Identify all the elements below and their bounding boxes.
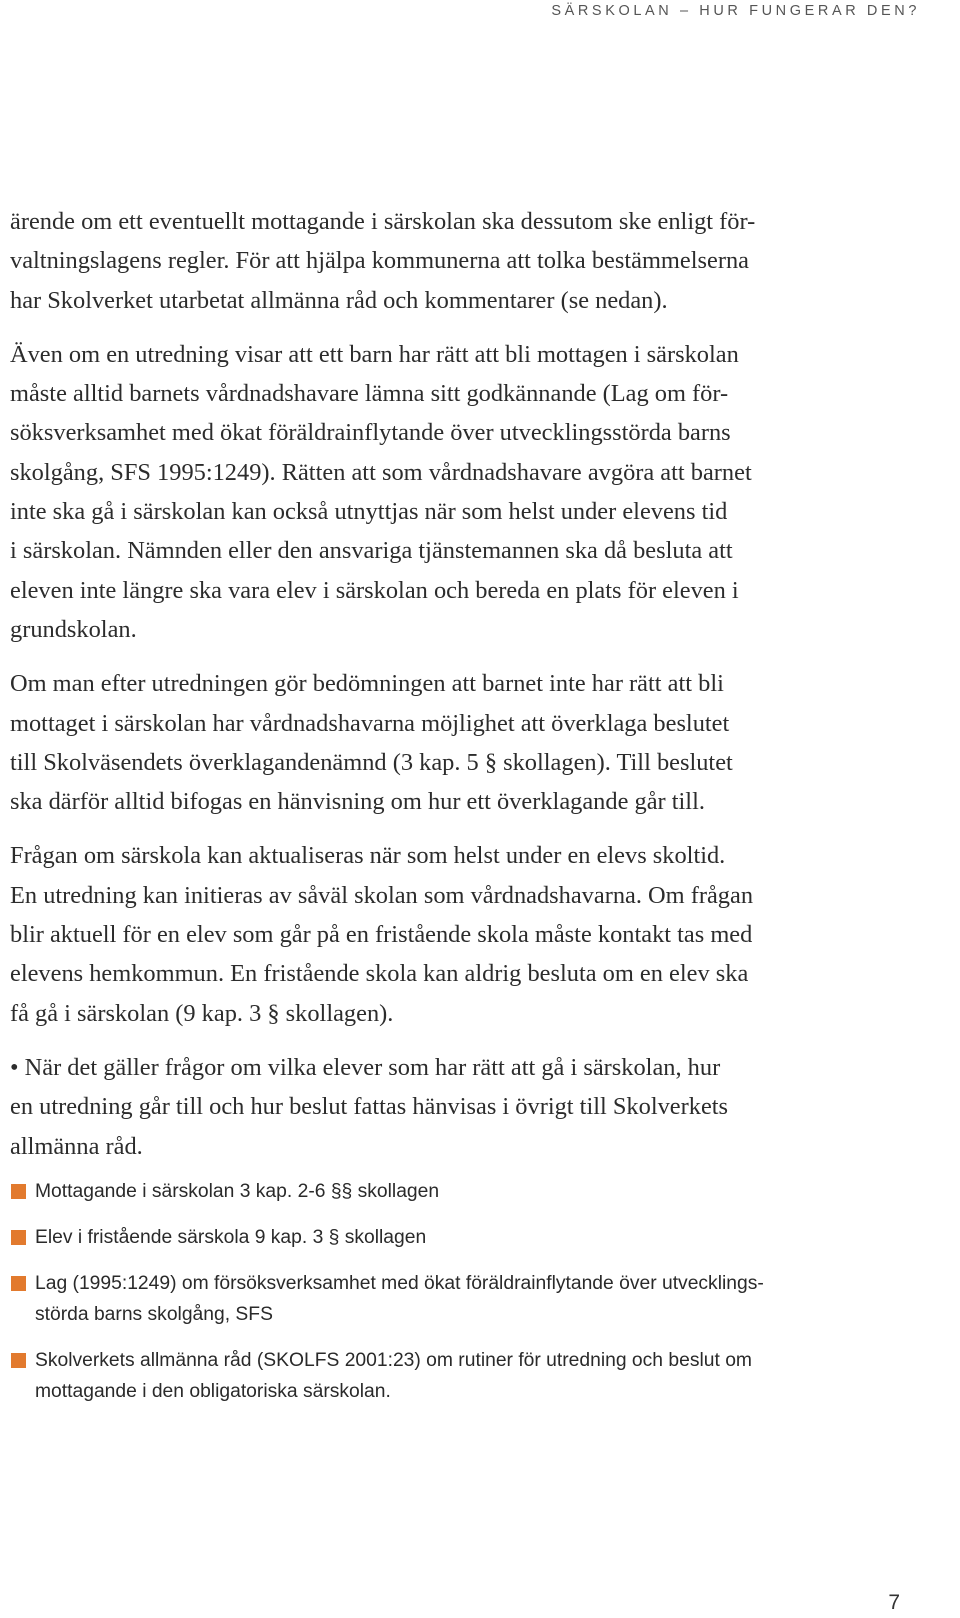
reference-item bbox=[10, 1176, 940, 1207]
text-line: till Skolväsendets överklagandenämnd (3 kap. 5 § skollagen). Till beslutet bbox=[10, 748, 733, 776]
text-line: i särskolan. Nämnden eller den ansvariga tjänstemannen ska då besluta att bbox=[10, 537, 733, 565]
reference-item bbox=[10, 1268, 940, 1330]
reference-text: Mottagande i särskolan 3 kap. 2-6 §§ skollagen bbox=[35, 1181, 440, 1202]
running-header: SÄRSKOLAN – HUR FUNGERAR DEN? bbox=[551, 3, 920, 19]
text-line: Även om en utredning visar att ett barn har rätt att bli mottagen i särskolan bbox=[10, 340, 739, 368]
reference-item bbox=[10, 1345, 940, 1407]
reference-text: Skolverkets allmänna råd (SKOLFS 2001:23) om rutiner för utredning och beslut om bbox=[35, 1350, 752, 1371]
page-number: 7 bbox=[888, 1591, 900, 1614]
orange-square-icon bbox=[11, 1276, 26, 1291]
reference-text: mottagande i den obligatoriska särskolan. bbox=[35, 1381, 391, 1402]
text-line: elevens hemkommun. En fristående skola kan aldrig besluta om en elev ska bbox=[10, 960, 749, 988]
paragraph bbox=[10, 202, 945, 320]
text-line: Om man efter utredningen gör bedömningen att barnet inte har rätt att bli bbox=[10, 670, 724, 698]
text-line: mottaget i särskolan har vårdnadshavarna möjlighet att överklaga beslutet bbox=[10, 709, 730, 737]
text-line: allmänna råd. bbox=[10, 1132, 143, 1160]
reference-text: Lag (1995:1249) om försöksverksamhet med ökat föräldrainflytande över utvecklings- bbox=[35, 1273, 764, 1294]
text-line: valtningslagens regler. För att hjälpa kommunerna att tolka bestämmelserna bbox=[10, 247, 749, 275]
orange-square-icon bbox=[11, 1184, 26, 1199]
text-line: inte ska gå i särskolan kan också utnyttjas när som helst under elevens tid bbox=[10, 498, 728, 526]
reference-list bbox=[10, 1176, 940, 1422]
text-line: grundskolan. bbox=[10, 615, 137, 643]
reference-text: störda barns skolgång, SFS bbox=[35, 1304, 273, 1325]
text-line: Frågan om särskola kan aktualiseras när som helst under en elevs skoltid. bbox=[10, 842, 726, 870]
paragraph bbox=[10, 335, 945, 649]
text-line: måste alltid barnets vårdnadshavare lämna sitt godkännande (Lag om för- bbox=[10, 380, 729, 408]
text-line: blir aktuell för en elev som går på en fristående skola måste kontakt tas med bbox=[10, 921, 753, 949]
reference-item bbox=[10, 1222, 940, 1253]
text-line: har Skolverket utarbetat allmänna råd och kommentarer (se nedan). bbox=[10, 286, 668, 314]
text-line: en utredning går till och hur beslut fattas hänvisas i övrigt till Skolverkets bbox=[10, 1093, 729, 1121]
text-line: skolgång, SFS 1995:1249). Rätten att som vårdnadshavare avgöra att barnet bbox=[10, 458, 752, 486]
orange-square-icon bbox=[11, 1353, 26, 1368]
text-line: ska därför alltid bifogas en hänvisning om hur ett överklagande går till. bbox=[10, 788, 705, 816]
paragraph bbox=[10, 836, 945, 1032]
text-line: En utredning kan initieras av såväl skolan som vårdnadshavarna. Om frågan bbox=[10, 881, 754, 909]
paragraph bbox=[10, 664, 945, 821]
orange-square-icon bbox=[11, 1230, 26, 1245]
text-line: ärende om ett eventuellt mottagande i särskolan ska dessutom ske enligt för- bbox=[10, 208, 756, 235]
text-line: eleven inte längre ska vara elev i särskolan och bereda en plats för eleven i bbox=[10, 576, 739, 604]
reference-text: Elev i fristående särskola 9 kap. 3 § skollagen bbox=[35, 1227, 427, 1248]
body-text bbox=[10, 202, 945, 1181]
bullet-paragraph bbox=[10, 1048, 945, 1166]
text-line: få gå i särskolan (9 kap. 3 § skollagen). bbox=[10, 999, 394, 1027]
text-line: söksverksamhet med ökat föräldrainflytande över utvecklingsstörda barns bbox=[10, 419, 731, 447]
text-line: • När det gäller frågor om vilka elever som har rätt att gå i särskolan, hur bbox=[10, 1053, 721, 1081]
